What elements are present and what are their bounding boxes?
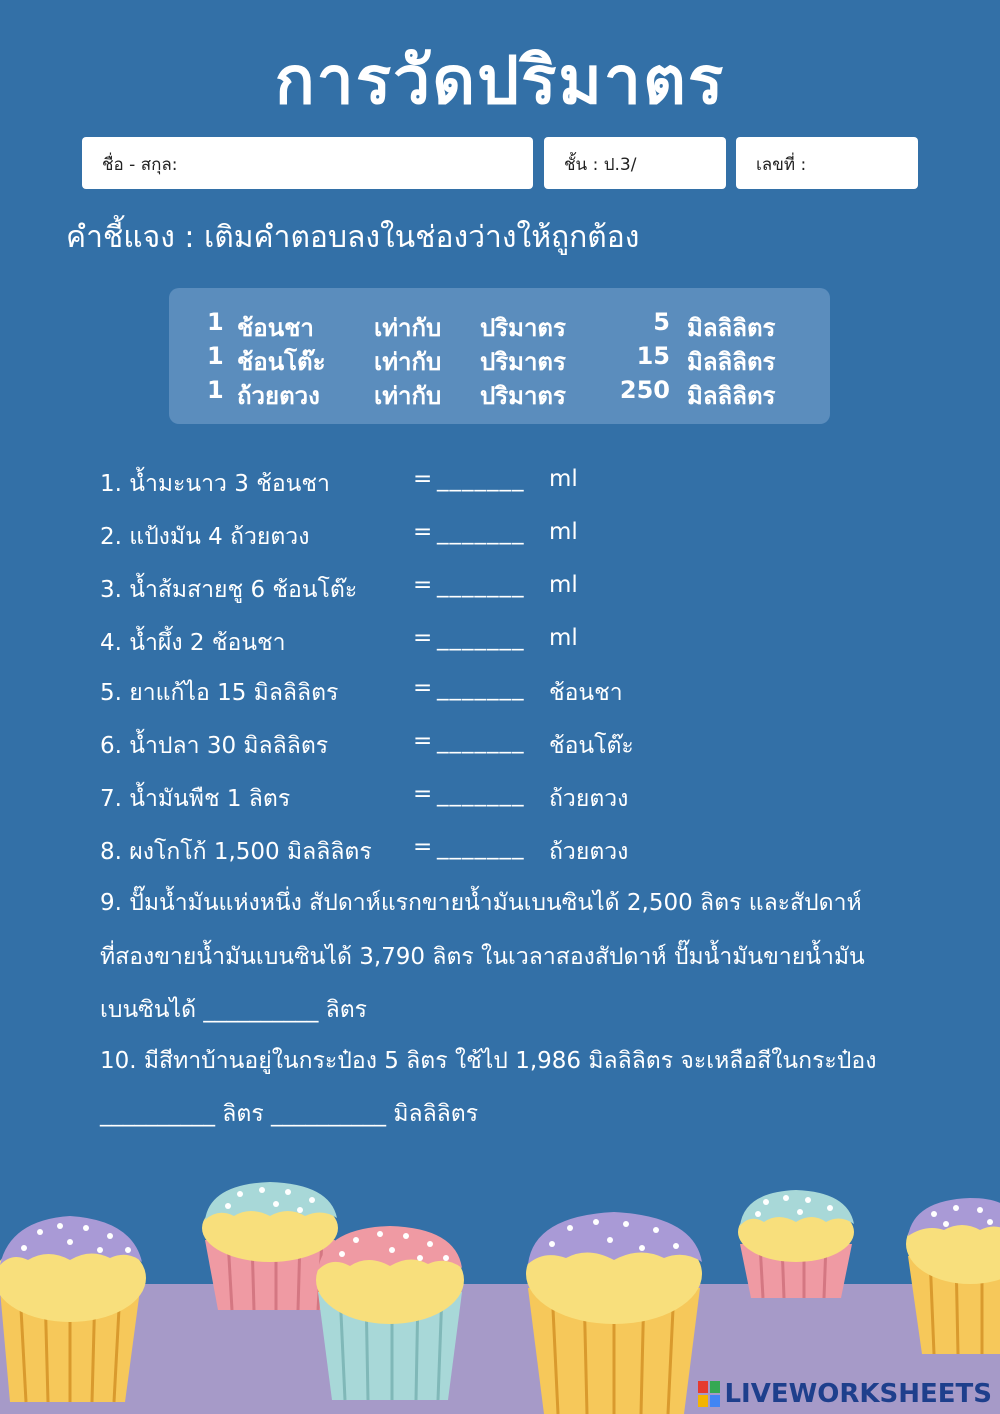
reference-row — [169, 342, 830, 376]
ref-amount: 15 — [636, 342, 670, 370]
ref-volume: ปริมาตร — [480, 382, 566, 410]
ref-ml: มิลลิลิตร — [687, 382, 776, 410]
answer-blank[interactable]: _______ — [437, 781, 525, 807]
equals-sign: = — [413, 834, 433, 860]
equals-sign: = — [413, 728, 433, 754]
equals-sign: = — [413, 781, 433, 807]
number-label: เลขที่ : — [756, 155, 807, 175]
ref-equals: เท่ากับ — [374, 314, 442, 342]
answer-unit: ช้อนชา — [549, 680, 623, 706]
ref-unit: ถ้วยตวง — [237, 382, 320, 410]
liveworksheets-logo-icon — [698, 1381, 720, 1407]
answer-unit: ml — [549, 519, 578, 545]
answer-unit: ml — [549, 572, 578, 598]
question-text: 7. น้ำมันพืช 1 ลิตร — [100, 786, 291, 812]
page-title: การวัดปริมาตร — [274, 42, 726, 119]
answer-blank[interactable]: _______ — [437, 625, 525, 651]
answer-blank[interactable]: _______ — [437, 519, 525, 545]
instruction-text: คำชี้แจง : เติมคำตอบลงในช่องว่างให้ถูกต้อง — [66, 220, 640, 255]
question-text: 1. น้ำมะนาว 3 ช้อนชา — [100, 471, 330, 497]
ref-equals: เท่ากับ — [374, 382, 442, 410]
ref-amount: 5 — [653, 308, 670, 336]
equals-sign: = — [413, 675, 433, 701]
reference-row — [169, 376, 830, 410]
answer-unit: ถ้วยตวง — [549, 839, 629, 865]
answer-blank[interactable]: _______ — [437, 728, 525, 754]
ref-amount: 250 — [619, 376, 670, 404]
question-text: 3. น้ำส้มสายชู 6 ช้อนโต๊ะ — [100, 577, 358, 603]
answer-unit: ml — [549, 625, 578, 651]
answer-blank[interactable]: _______ — [437, 466, 525, 492]
ref-equals: เท่ากับ — [374, 348, 442, 376]
liveworksheets-logo-text: LIVEWORKSHEETS — [724, 1379, 992, 1409]
cupcake-illustration — [0, 1170, 1000, 1414]
cupcake-5 — [738, 1190, 854, 1298]
answer-unit: ถ้วยตวง — [549, 786, 629, 812]
number-field[interactable] — [736, 137, 918, 189]
question-9-line-2: ที่สองขายน้ำมันเบนซินได้ 3,790 ลิตร ในเวลาสองสัปดาห์ ปั๊มน้ำมันขายน้ำมัน — [100, 944, 865, 970]
equals-sign: = — [413, 625, 433, 651]
question-text: 5. ยาแก้ไอ 15 มิลลิลิตร — [100, 680, 339, 706]
question-9-line-1: 9. ปั๊มน้ำมันแห่งหนึ่ง สัปดาห์แรกขายน้ำมันเบนซินได้ 2,500 ลิตร และสัปดาห์ — [100, 890, 862, 916]
question-9-line-3[interactable]: เบนซินได้ __________ ลิตร — [100, 997, 368, 1023]
cupcake-1 — [0, 1216, 146, 1402]
name-label: ชื่อ - สกุล: — [102, 155, 178, 175]
ref-qty: 1 — [207, 308, 224, 336]
ref-unit: ช้อนชา — [237, 314, 314, 342]
equals-sign: = — [413, 519, 433, 545]
ref-unit: ช้อนโต๊ะ — [237, 348, 326, 376]
answer-blank[interactable]: _______ — [437, 834, 525, 860]
class-label: ชั้น : ป.3/ — [564, 155, 637, 175]
ref-qty: 1 — [207, 342, 224, 370]
question-text: 4. น้ำผึ้ง 2 ช้อนชา — [100, 630, 286, 656]
answer-blank[interactable]: _______ — [437, 572, 525, 598]
ref-qty: 1 — [207, 376, 224, 404]
cupcake-4 — [526, 1212, 702, 1414]
ref-volume: ปริมาตร — [480, 348, 566, 376]
question-text: 2. แป้งมัน 4 ถ้วยตวง — [100, 524, 310, 550]
name-field[interactable] — [82, 137, 533, 189]
class-field[interactable] — [544, 137, 726, 189]
answer-unit: ช้อนโต๊ะ — [549, 733, 634, 759]
liveworksheets-logo — [698, 1380, 992, 1408]
answer-blank[interactable]: _______ — [437, 675, 525, 701]
cupcake-6 — [906, 1198, 1000, 1354]
question-text: 6. น้ำปลา 30 มิลลิลิตร — [100, 733, 329, 759]
equals-sign: = — [413, 466, 433, 492]
question-10-line-1: 10. มีสีทาบ้านอยู่ในกระป๋อง 5 ลิตร ใช้ไป 1,986 มิลลิลิตร จะเหลือสีในกระป๋อง — [100, 1048, 877, 1074]
ref-ml: มิลลิลิตร — [687, 348, 776, 376]
question-text: 8. ผงโกโก้ 1,500 มิลลิลิตร — [100, 839, 372, 865]
answer-unit: ml — [549, 466, 578, 492]
ref-volume: ปริมาตร — [480, 314, 566, 342]
equals-sign: = — [413, 572, 433, 598]
cupcake-2 — [202, 1182, 338, 1310]
reference-row — [169, 308, 830, 342]
reference-table — [169, 288, 830, 424]
question-10-line-2[interactable]: __________ ลิตร __________ มิลลิลิตร — [100, 1101, 479, 1127]
cupcake-3 — [316, 1226, 464, 1400]
ref-ml: มิลลิลิตร — [687, 314, 776, 342]
